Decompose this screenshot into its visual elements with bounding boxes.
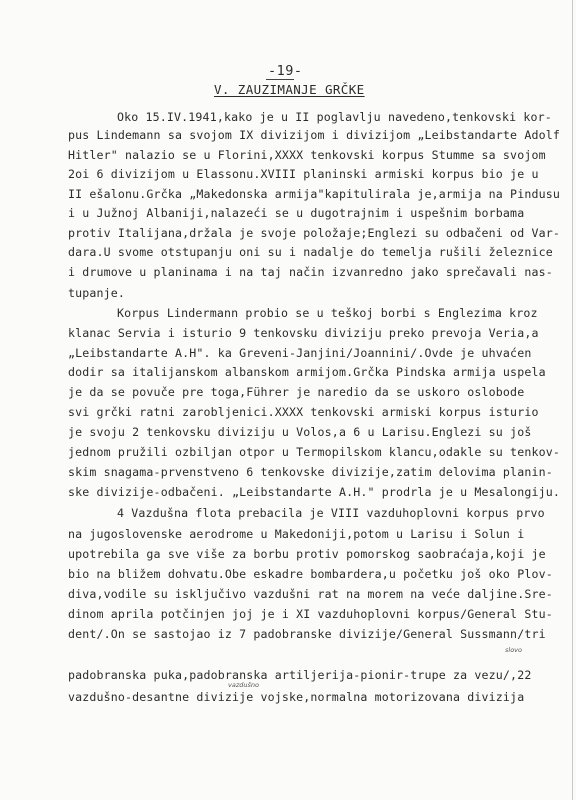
text-line: padobranska puka,padobranska artiljerija-pionir-trupe za vezu/,22 xyxy=(68,668,532,682)
text-line: je da se povuče pre toga,Führer je naredio da se uskoro oslobode xyxy=(68,385,525,399)
text-line: ske divizije-odbačeni. „Leibstandarte A.H." prodrla je u Mesalongiju. xyxy=(68,485,560,499)
text-line: vazdušno-desantne divizije vojske,normalna motorizovana divizija xyxy=(68,690,525,704)
text-line: Hitler" nalazio se u Florini,XXXX tenkovski korpus Stumme sa svojom xyxy=(68,148,546,162)
text-line: dent/.On se sastojao iz 7 padobranske divizije/General Sussmann/tri xyxy=(68,627,546,641)
text-line: II ešalonu.Grčka „Makedonska armija"kapitulirala je,armija na Pindusu xyxy=(68,187,560,201)
text-line: dodir sa italijanskom albanskom armijom.Grčka Pindska armija uspela xyxy=(68,365,546,379)
text-line: na jugoslovenske aerodrome u Makedoniji,potom u Larisu i Solun i xyxy=(68,527,525,541)
handwritten-annotation: vazdušno xyxy=(228,681,259,689)
section-heading: V. ZAUZIMANJE GRČKE xyxy=(214,82,365,97)
text-line: klanac Servia i isturio 9 tenkovsku diviziju preko prevoja Veria,a xyxy=(68,326,539,340)
text-line: diva,vodile su isključivo vazdušni rat na morem na veće daljine.Sre- xyxy=(68,587,553,601)
text-line: je svoju 2 tenkovsku diviziju u Volos,a 6 u Larisu.Englezi su još xyxy=(68,425,532,439)
text-line: tupanje. xyxy=(68,286,126,300)
text-line: i drumove u planinama i na taj način izvanredno jako sprečavali nas- xyxy=(68,265,553,279)
text-line: 4 Vazdušna flota prebacila je VIII vazduhoplovni korpus prvo xyxy=(117,506,545,520)
text-line: bio na bližem dohvatu.Obe eskadre bombardera,u početku još oko Plov- xyxy=(68,567,553,581)
text-line: jednom pružili ozbiljan otpor u Termopilskom klancu,odakle su tenkov- xyxy=(68,445,560,459)
text-line: pus Lindemann sa svojom IX divizijom i divizijom „Leibstandarte Adolf xyxy=(68,128,560,142)
text-line: i u Južnoj Albaniji,nalazeći se u dugotrajnim i uspešnim borbama xyxy=(68,206,525,220)
text-line: dara.U svome otstupanju oni su i nadalje do temelja rušili železnice xyxy=(68,245,553,259)
page-number: -19- xyxy=(268,63,303,79)
text-line: skim snagama-prvenstveno 6 tenkovske divizije,zatim delovima planin- xyxy=(68,465,553,479)
page-number-underline xyxy=(266,79,294,80)
handwritten-annotation: slovo xyxy=(505,646,522,654)
text-line: svi grčki ratni zarobljenici.XXXX tenkovski armiski korpus isturio xyxy=(68,405,539,419)
text-line: Korpus Lindermann probio se u teškoj borbi s Englezima kroz xyxy=(117,306,538,320)
text-line: „Leibstandarte A.H". ka Greveni-Janjini/Joannini/.Ovde je uhvaćen xyxy=(68,346,532,360)
text-line: dinom aprila potčinjen joj je i XI vazduhoplovni korpus/General Stu- xyxy=(68,607,553,621)
text-line: protiv Italijana,držala je svoje položaje;Englezi su odbačeni od Var- xyxy=(68,226,560,240)
text-line: upotrebila ga sve više za borbu protiv pomorskog saobraćaja,koji je xyxy=(68,547,546,561)
text-line: Oko 15.IV.1941,kako je u II poglavlju navedeno,tenkovski kor- xyxy=(117,110,552,124)
text-line: 2oi 6 divizijom u Elassonu.XVIII planinski armiski korpus bio je u xyxy=(68,167,539,181)
edge-mark xyxy=(572,0,573,800)
